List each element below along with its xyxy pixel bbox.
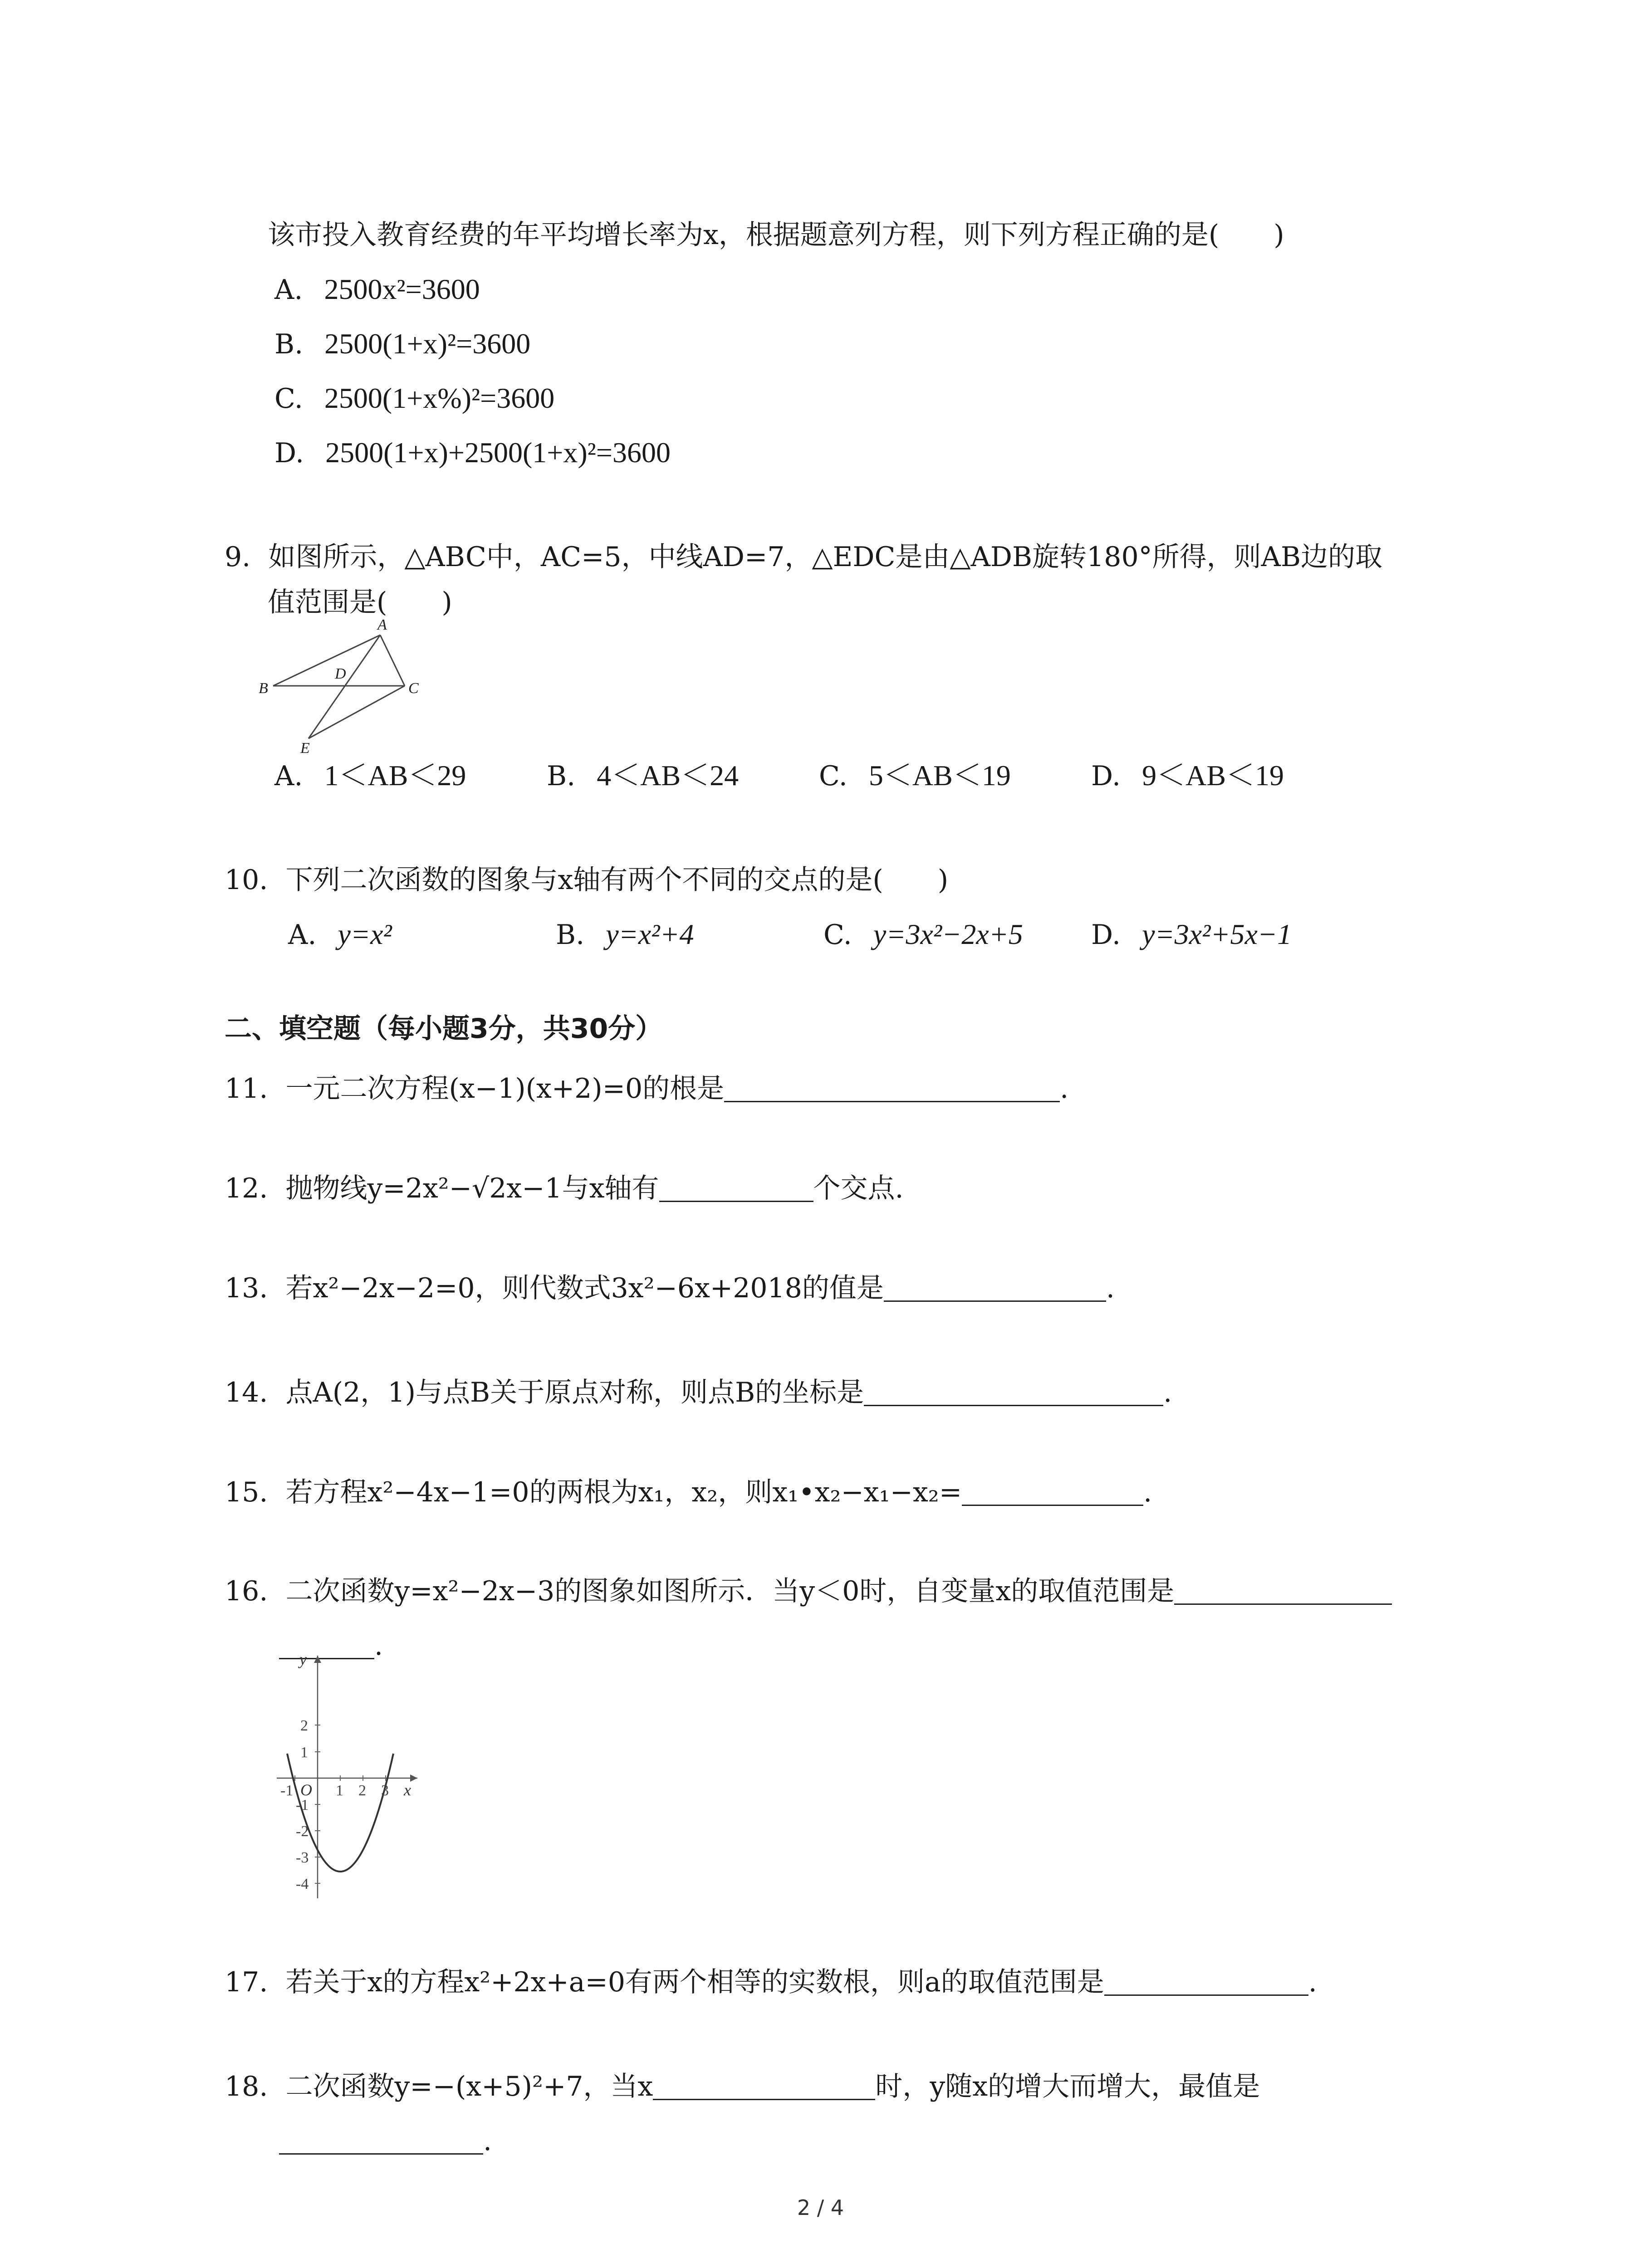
question-text: 二次函数y=x²−2x−3的图象如图所示．当y＜0时，自变量x的取值范围是 [285, 1575, 1175, 1607]
question-end: . [374, 1630, 383, 1662]
option-expr: y=x² [338, 918, 392, 950]
option-expr: y=3x²−2x+5 [873, 918, 1023, 950]
option-expr: 2500(1+x)+2500(1+x)²=3600 [325, 436, 671, 469]
q14 [225, 1374, 1172, 1411]
q10-option-a [288, 916, 392, 953]
vertex-label-a: A [377, 617, 387, 633]
option-expr: 2500(1+x%)²=3600 [324, 382, 555, 414]
y-tick-label: -3 [296, 1849, 309, 1866]
option-label: D. [1091, 919, 1121, 951]
x-axis-label: x [404, 1781, 411, 1799]
x-tick-label: -1 [280, 1782, 294, 1799]
q9-option-b [547, 758, 739, 794]
question-text: 若关于x的方程x²+2x+a=0有两个相等的实数根，则a的取值范围是 [285, 1966, 1104, 1998]
option-expr: 2500x²=3600 [324, 273, 480, 305]
q9-option-c [819, 758, 1011, 794]
q9-option-a [274, 758, 466, 794]
question-number: 12. [225, 1173, 268, 1204]
q8-option-b [274, 326, 530, 362]
question-number: 14. [225, 1377, 268, 1408]
option-expr: 9＜AB＜19 [1142, 759, 1284, 792]
question-end: . [1163, 1377, 1172, 1408]
q13 [225, 1270, 1115, 1306]
question-number: 16. [225, 1575, 268, 1607]
x-tick-label: 1 [336, 1782, 343, 1799]
q12 [225, 1170, 904, 1207]
question-end: . [1060, 1073, 1069, 1105]
q16-parabola-graph [272, 1651, 426, 1901]
question-end: . [483, 2125, 492, 2157]
q9-stem-line2: 值范围是( ) [268, 587, 452, 618]
answer-blank[interactable] [1104, 1967, 1308, 1996]
question-text: 下列二次函数的图象与x轴有两个不同的交点的是( ) [285, 864, 949, 896]
y-tick-label: -2 [296, 1823, 309, 1840]
option-expr: y=3x²+5x−1 [1142, 918, 1292, 950]
y-axis-label: y [299, 1651, 307, 1668]
q18 [225, 2068, 1260, 2105]
question-number: 18. [225, 2071, 268, 2102]
q8-option-a [274, 271, 480, 308]
question-number: 13. [225, 1272, 268, 1304]
q10-option-c [823, 916, 1023, 953]
q17 [225, 1964, 1317, 2000]
x-tick-label: 3 [381, 1782, 389, 1799]
option-label: A. [274, 274, 303, 306]
option-label: C. [274, 383, 303, 415]
answer-blank[interactable] [962, 1477, 1143, 1506]
question-end: . [1308, 1966, 1317, 1998]
q16 [225, 1573, 1392, 1609]
answer-blank[interactable] [724, 1074, 1060, 1102]
q9-stem-line1 [225, 539, 1382, 575]
question-end: . [1143, 1476, 1152, 1508]
question-number: 11. [225, 1073, 268, 1105]
answer-blank[interactable] [659, 1173, 813, 1202]
option-label: A. [288, 919, 317, 951]
option-label: C. [819, 760, 847, 792]
question-number: 15. [225, 1476, 268, 1508]
vertex-label-b: B [259, 680, 268, 697]
question-number: 9. [225, 541, 251, 573]
answer-blank[interactable] [1174, 1576, 1392, 1605]
question-number: 10. [225, 864, 268, 896]
option-expr: 2500(1+x)²=3600 [324, 327, 531, 360]
q11 [225, 1070, 1068, 1107]
page-number: 2 / 4 [797, 2195, 844, 2220]
option-label: B. [547, 760, 576, 792]
q15 [225, 1474, 1152, 1510]
vertex-label-e: E [300, 740, 310, 757]
q8-stem: 该市投入教育经费的年平均增长率为x，根据题意列方程，则下列方程正确的是( ) [268, 219, 1284, 251]
answer-blank[interactable] [653, 2072, 875, 2100]
x-tick-label: 2 [358, 1782, 366, 1799]
answer-blank[interactable] [884, 1273, 1106, 1302]
y-tick-label: -1 [296, 1797, 309, 1813]
y-tick-label: 2 [300, 1717, 308, 1734]
question-text: 一元二次方程(x−1)(x+2)=0的根是 [285, 1073, 725, 1105]
answer-blank-continued[interactable] [279, 2126, 483, 2155]
option-label: B. [274, 328, 304, 360]
question-end: 个交点. [813, 1173, 904, 1204]
answer-blank[interactable] [864, 1378, 1163, 1406]
q8-option-c [274, 380, 554, 417]
option-expr: 4＜AB＜24 [597, 759, 739, 792]
origin-label: O [300, 1781, 312, 1799]
section-title: 二、填空题（每小题3分，共30分） [225, 1013, 663, 1045]
option-label: D. [274, 437, 304, 469]
vertex-label-c: C [408, 680, 419, 697]
q8-option-d [274, 435, 671, 471]
q10-stem [225, 862, 948, 898]
vertex-label-d: D [335, 665, 346, 682]
option-label: C. [823, 919, 852, 951]
question-text: 若方程x²−4x−1=0的两根为x₁，x₂，则x₁•x₂−x₁−x₂= [285, 1476, 962, 1508]
option-label: B. [556, 919, 585, 951]
q9-option-d [1091, 758, 1284, 794]
q18-continuation [279, 2123, 492, 2159]
question-text-middle: 时，y随x的增大而增大，最值是 [875, 2071, 1260, 2102]
option-label: D. [1091, 760, 1121, 792]
q9-triangle-figure [259, 617, 440, 758]
question-text: 若x²−2x−2=0，则代数式3x²−6x+2018的值是 [285, 1272, 884, 1304]
question-text: 抛物线y=2x²−√2x−1与x轴有 [285, 1173, 659, 1204]
option-expr: y=x²+4 [606, 918, 694, 950]
q10-option-d [1091, 916, 1292, 953]
q10-option-b [556, 916, 694, 953]
option-label: A. [274, 760, 303, 792]
question-end: . [1106, 1272, 1115, 1304]
option-expr: 1＜AB＜29 [324, 759, 466, 792]
option-expr: 5＜AB＜19 [868, 759, 1011, 792]
question-text: 二次函数y=−(x+5)²+7，当x [285, 2071, 653, 2102]
y-tick-label: -4 [296, 1876, 309, 1892]
question-text: 点A(2，1)与点B关于原点对称，则点B的坐标是 [285, 1377, 864, 1408]
question-text: 如图所示，△ABC中，AC=5，中线AD=7，△EDC是由△ADB旋转180°所得，则AB边的取 [268, 541, 1383, 573]
y-tick-label: 1 [300, 1744, 308, 1761]
question-number: 17. [225, 1966, 268, 1998]
